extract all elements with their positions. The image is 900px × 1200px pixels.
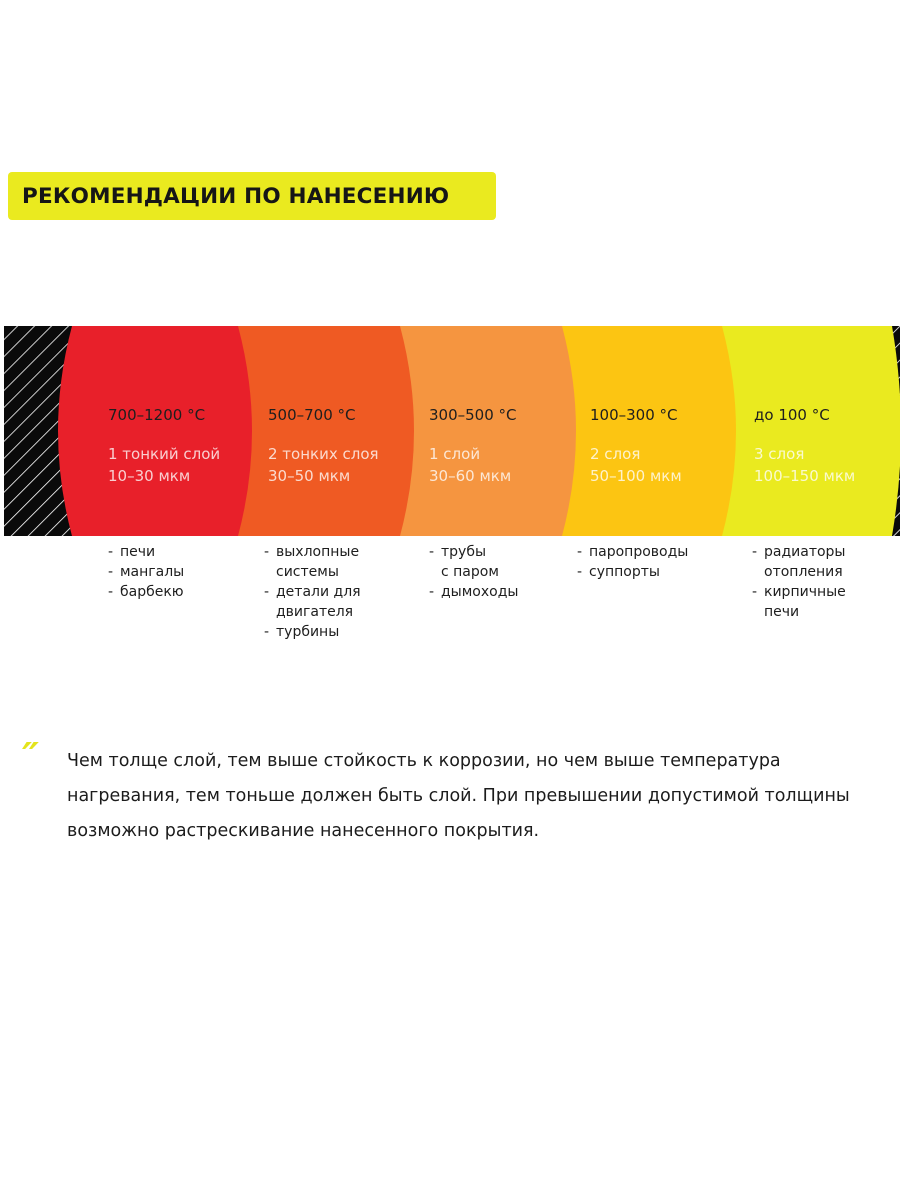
double-quote-icon: ″ bbox=[22, 735, 39, 779]
application-list-1 bbox=[108, 542, 184, 602]
temperature-range: 300–500 °C bbox=[429, 406, 517, 424]
layer-thickness: 50–100 мкм bbox=[590, 467, 682, 485]
page-title: РЕКОМЕНДАЦИИ ПО НАНЕСЕНИЮ bbox=[22, 183, 450, 209]
segment-label-3 bbox=[429, 404, 517, 487]
application-item: - дымоходы bbox=[429, 582, 518, 602]
layer-thickness: 10–30 мкм bbox=[108, 467, 191, 485]
segment-label-4 bbox=[590, 404, 682, 487]
note-text: Чем толще слой, тем выше стойкость к коррозии, но чем выше температура нагревания, тем тоньше должен быть слой. При превышении допустимой толщины возможно растрескивание нанесенного покрытия. bbox=[67, 751, 850, 841]
application-item: - радиаторы отопления bbox=[752, 542, 846, 582]
application-item: - мангалы bbox=[108, 562, 184, 582]
temperature-range: 500–700 °C bbox=[268, 406, 356, 424]
temperature-range: до 100 °C bbox=[754, 406, 830, 424]
application-item: - кирпичные печи bbox=[752, 582, 846, 622]
layer-count: 1 слой bbox=[429, 445, 481, 463]
application-item: - выхлопные системы bbox=[264, 542, 361, 582]
application-list-4 bbox=[577, 542, 688, 582]
layer-thickness: 30–60 мкм bbox=[429, 467, 512, 485]
segment-label-2 bbox=[268, 404, 379, 487]
application-list-3 bbox=[429, 542, 518, 602]
layer-thickness: 100–150 мкм bbox=[754, 467, 856, 485]
segment-label-1 bbox=[108, 404, 220, 487]
application-list-2 bbox=[264, 542, 361, 642]
layer-count: 3 слоя bbox=[754, 445, 805, 463]
application-item: - турбины bbox=[264, 622, 361, 642]
temperature-range: 700–1200 °C bbox=[108, 406, 206, 424]
application-item: - суппорты bbox=[577, 562, 688, 582]
title-banner bbox=[8, 172, 496, 220]
layer-count: 1 тонкий слой bbox=[108, 445, 221, 463]
temperature-range: 100–300 °C bbox=[590, 406, 678, 424]
application-item: - трубы с паром bbox=[429, 542, 518, 582]
application-item: - паропроводы bbox=[577, 542, 688, 562]
segment-label-5 bbox=[754, 404, 855, 487]
application-list-5 bbox=[752, 542, 846, 622]
layer-count: 2 тонких слоя bbox=[268, 445, 379, 463]
application-item: - барбекю bbox=[108, 582, 184, 602]
application-item: - печи bbox=[108, 542, 184, 562]
application-item: - детали для двигателя bbox=[264, 582, 361, 622]
layer-thickness: 30–50 мкм bbox=[268, 467, 351, 485]
layer-count: 2 слоя bbox=[590, 445, 641, 463]
